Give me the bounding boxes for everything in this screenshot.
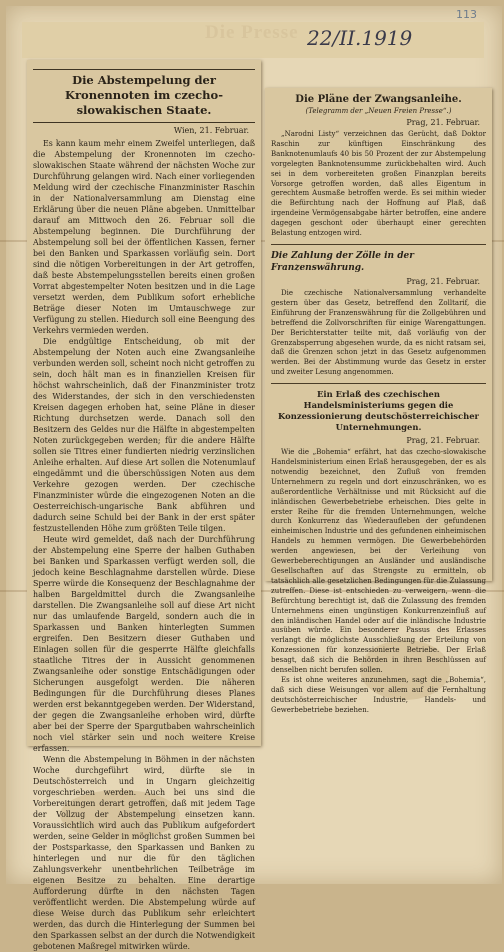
article-paragraph: Die czechische Nationalversammlung verhandelte gestern über das Gesetz, betreffend den Zolltarif, die Einführung der Franzenswährung für die Zollgebühren und betreffend die Zollvorschriften für einige Warengattungen. Der Berichterstatter teilte mit, daß vorläufig von der Grenzabsperrung abgesehen wurde, da es nicht ratsam sei, daß die Grenzen schon jetzt in das Gesetz aufgenommen werden. Bei der Abstimmung wurde das Gesetz in erster und zweiter Lesung angenommen. [271, 288, 486, 377]
article-paragraph: „Narodni Listy“ verzeichnen das Gerücht, daß Doktor Raschin zur künftigen Einschränkung des Banknotenumlaufs 40 bis 50 Prozent der zur Abstempelung vorgelegten Banknotensumme zurückbehalten wird. Auch sei in dem vorbereiteten großen Finanzplan bereits Vorsorge getroffen worden, daß alles Eigentum in gerechtem Ausmaße betroffen werde. Es sei mithin wieder die Befürchtung nach der Hoffnung auf Plaß, daß irgendeine Vermögensabgabe härter betroffen, eine andere dagegen geschont oder überhaupt einer gerechten Belastung entzogen wird. [271, 130, 486, 238]
masthead: Die Presse [205, 22, 299, 43]
section-rule [271, 383, 486, 384]
article-subtitle: (Telegramm der „Neuen Freien Presse“.) [305, 107, 452, 115]
article-title: Ein Erlaß des czechischen Handelsministeriums gegen die Konzessionierung deutschösterreichischer Unternehmungen. [278, 389, 479, 433]
article-title: Die Zahlung der Zölle in der Franzenswährung. [271, 250, 414, 273]
article-dateline: Prag, 21. Februar. [406, 436, 480, 446]
article-paragraph: Heute wird gemeldet, daß nach der Durchführung der Abstempelung eine Sperre der halben Guthaben bei Banken und Sparkassen verfügt werden soll, die jedoch keine Beschlagnahme darstellen würde. Diese Sperre würde die Konsequenz der Beschlagnahme der halben Bargeldmittel durch die Zwangsanleihe darstellen. Die Zwangsanleihe soll auf diese Art nicht nur das umlaufende Bargeld, sondern auch die in Sparkassen und Banken hinterlegten Summen ergreifen. Den Besitzern dieser Guthaben und Einlagen sollen für die gesperrte Hälfte gleichfalls staatliche Titres der in Aussicht genommenen Zwangsanleihe oder sonstige Entschädigungen oder Sicherungen ausgefolgt werden. Die näheren Bedingungen für die Durchführung dieses Planes werden erst bekanntgegeben werden. Der Widerstand, der gegen die Zwangsanleihe erhoben wird, dürfte aber bei der Sperre der Spargutbaben wahrscheinlich noch viel stärker sein und noch weitere Kreise erfassen. [33, 535, 255, 753]
article-title: Die Pläne der Zwangsanleihe. [295, 94, 462, 105]
article-paragraph: Die endgültige Entscheidung, ob mit der Abstempelung der Noten auch eine Zwangsanleihe verbunden werden soll, scheint noch nicht getroffen zu sein, doch hält man es in finanziellen Kreisen für höchst wahrscheinlich, daß der Finanzminister trotz des Widerstandes, der sich in den verschiedensten Kreisen dagegen erhoben hat, seine Pläne in dieser Richtung durchsetzen werde. Danach soll den Besitzern des Geldes nur die Hälfte in abgestempelten Noten zurückgegeben werden; für die andere Hälfte sollen sie Titres einer fundierten niedrig verzinslichen Anleihe erhalten. Auf diese Art sollen die Notenumlauf eingedämmt und die überschüssigen Noten aus dem Verkehre gezogen werden. Der czechische Finanzminister würde die eingezogenen Noten an die Oesterreichisch-ungarische Bank abführen und dadurch seine Schuld bei der Bank in der erst später festzustellenden Höhe zum größten Teile tilgen. [33, 337, 255, 533]
section-rule [271, 244, 486, 245]
handwritten-date: 22/II.1919 [307, 26, 413, 50]
article-title: Die Abstempelung der Kronennoten im czecho-slowakischen Staate. [65, 73, 223, 117]
article-paragraph: Wenn die Abstempelung in Böhmen in der nächsten Woche durchgeführt wird, dürfte sie in Deutschösterreich und in Ungarn gleichzeitig vorgeschrieben werden. Auch bei uns sind die Vorbereitungen derart getroffen, daß mit jedem Tage der Vollzug der Abstempelung einsetzen kann. Voraussichtlich wird auch das Publikum aufgefordert werden, seine Gelder in möglichst großen Summen bei der Postsparkasse, den Sparkassen und Banken zu hinterlegen und nur die für den täglichen Zahlungsverkehr unentbehrlichen Teilbeträge im eigenen Besitze zu behalten. Eine derartige Aufforderung dürfte in den nächsten Tagen veröffentlicht werden. Die Abstempelung würde auf diese Weise durch das Publikum sehr erleichtert werden, das durch die Hinterlegung der Summen bei den Sparkassen selbst an der durch die Notwendigkeit gebotenen Maßregel mitwirken würde. [33, 755, 255, 951]
title-rule [33, 122, 255, 123]
article-paragraph: Wie die „Bohemia“ erfährt, hat das czecho-slowakische Handelsministerium einen Erlaß herausgegeben, der es als notwendig bezeichnet, den Zufluß von fremden Unternehmern zu regeln und dort einzuschränken, wo es außerordentliche Verhältnisse und mit Rücksicht auf die inländischen Gewerbebetriebe erheischen. Dies gelte in erster Reihe für die fremden Unternehmungen, welche durch Konkurrenz das Wiederaufleben der gefundenen einheimischen Industrie und des gefundenen einheimischen Handels zu hemmen vermögen. Die Gewerbebehörden werden angewiesen, bei der Verleihung von Gewerbeberechtigungen an Ausländer und ausländische Gesellschaften auf das Strengste zu ermitteln, ob tatsächlich alle gesetzlichen Bedingungen für die Zulassung zutreffen. Diese ist entschieden zu verweigern, wenn die Befürchtung berechtigt ist, daß die Zulassung des fremden Unternehmens einen ungünstigen Konkurrenzeinfluß auf den inländischen Handel oder auf die inländische Industrie ausüben würde. Ein besonderer Passus des Erlasses verlangt die möglichste Ausschließung der Erteilung von Konzessionen für konzessionierte Betriebe. Der Erlaß besagt, daß sich die Behörden in ihren Beschlüssen auf denselben nicht berufen sollen. [271, 448, 486, 675]
clipping-left [27, 60, 261, 951]
clipping-right [265, 88, 492, 714]
article-dateline: Prag, 21. Februar. [406, 276, 480, 286]
title-rule [33, 69, 255, 70]
article-dateline: Prag, 21. Februar. [406, 118, 480, 127]
page-mark: 113 [456, 8, 477, 21]
article-dateline: Wien, 21. Februar. [173, 126, 249, 135]
article-paragraph: Es ist ohne weiteres anzunehmen, sagt die „Bohemia“, daß sich diese Weisungen vor allem auf die Fernhaltung deutschösterreichischer Industrie, Handels- und Gewerbebetriebe beziehen. [271, 675, 486, 714]
article-paragraph: Es kann kaum mehr einem Zweifel unterliegen, daß die Abstempelung der Kronennoten im czecho-slowakischen Staate während der nächsten Woche zur Durchführung gelangen wird. Nach einer vorliegenden Meldung wird der czechische Finanzminister Raschin in der Nationalversammlung am Dienstag eine Erklärung über die neuen Pläne abgeben. Unmittelbar darauf am Mittwoch den 26. Februar soll die Abstempelung beginnen. Die Durchführung der Abstempelung soll bei der öffentlichen Kassen, ferner bei den Banken und Sparkassen vorläufig sein. Dort sind die nötigen Vorbereitungen in der Art getroffen, daß beste Abstempelungsstellen bereits einen großen Vorrat abgestempelter Noten besitzen und in die Lage versetzt werden, dem Publikum sofort erhebliche Beträge dieser Noten im Umtauschwege zur Verfügung zu stellen. Hiedurch soll eine Beengung des Verkehrs vermieden werden. [33, 139, 255, 335]
